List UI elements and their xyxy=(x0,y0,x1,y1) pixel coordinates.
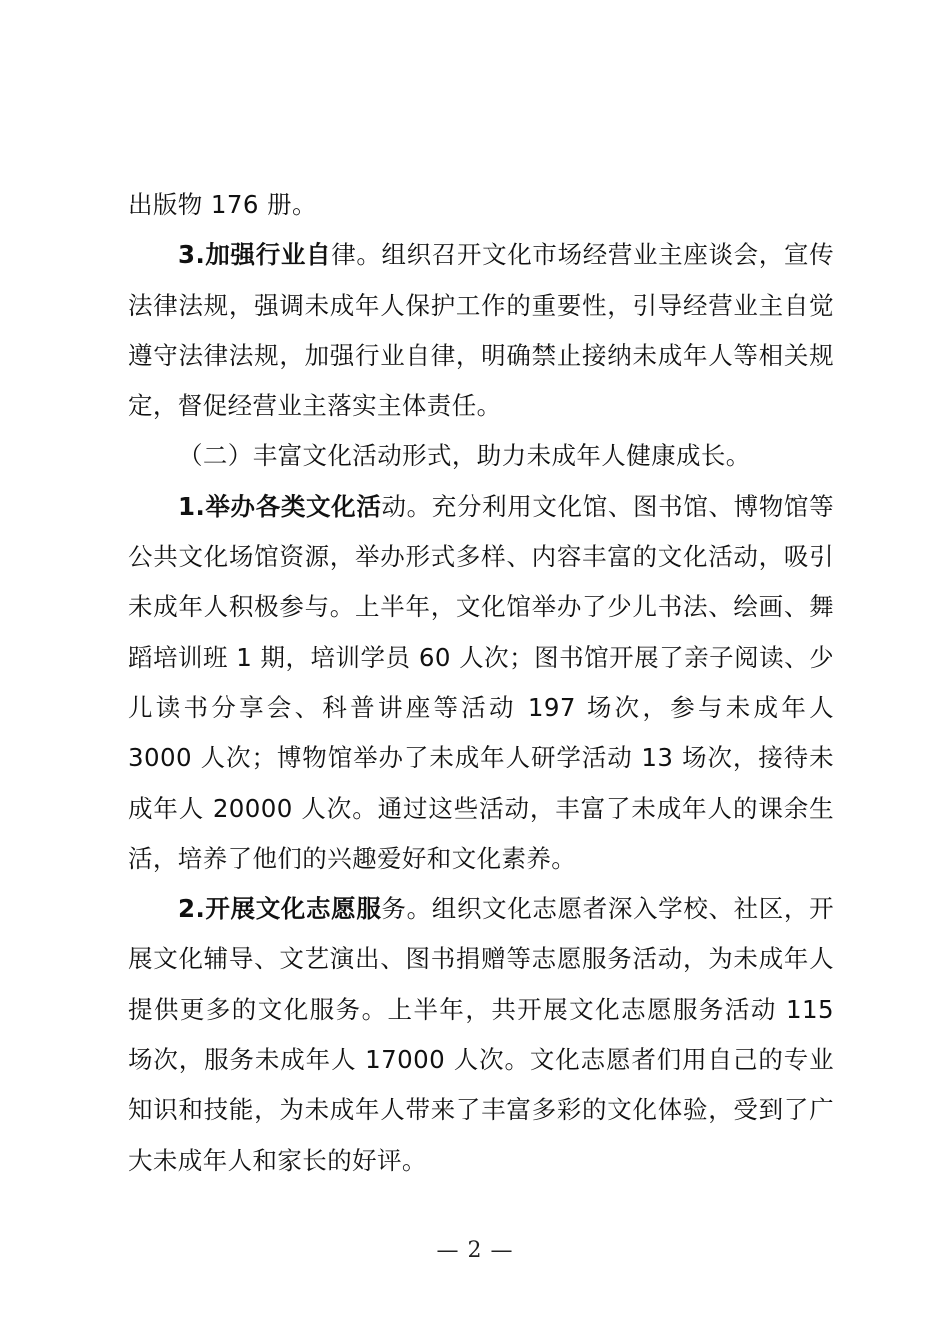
section-heading-cultural-activities xyxy=(128,431,834,481)
paragraph-cultural-activities xyxy=(128,482,834,884)
document-body xyxy=(128,180,834,1186)
paragraph-continuation xyxy=(128,180,834,230)
section-heading-text: （二）丰富文化活动形式，助力未成年人健康成长。 xyxy=(178,441,751,471)
paragraph-text: 出版物 176 册。 xyxy=(128,190,317,219)
paragraph-industry-self-discipline xyxy=(128,230,834,431)
paragraph-heading: 3.加强行业自 xyxy=(178,240,332,270)
page-number: — 2 — xyxy=(436,1238,514,1263)
paragraph-heading: 1.举办各类文化活 xyxy=(178,491,382,521)
paragraph-volunteer-service xyxy=(128,884,834,1186)
paragraph-text: 律。组织召开文化市场经营业主座谈会，宣传法律法规，强调未成年人保护工作的重要性，引导经营业主自觉遵守法律法规，加强行业自律，明确禁止接纳未成年人等相关规定，督促经营业主落实主体责任。 xyxy=(128,240,835,421)
paragraph-text: 动。充分利用文化馆、图书馆、博物馆等公共文化场馆资源，举办形式多样、内容丰富的文化活动，吸引未成年人积极参与。上半年，文化馆举办了少儿书法、绘画、舞蹈培训班 1 期，培训学员 60 人次；图书馆开展了亲子阅读、少儿读书分享会、科普讲座等活动 197 场次，参与未成年人 3000 人次；博物馆举办了未成年人研学活动 13 场次，接待未成年人 20000 人次。通过这些活动，丰富了未成年人的课余生活，培养了他们的兴趣爱好和文化素养。 xyxy=(128,491,834,873)
paragraph-heading: 2.开展文化志愿服 xyxy=(178,894,382,924)
paragraph-text: 务。组织文化志愿者深入学校、社区，开展文化辅导、文艺演出、图书捐赠等志愿服务活动，为未成年人提供更多的文化服务。上半年，共开展文化志愿服务活动 115 场次，服务未成年人 17000 人次。文化志愿者们用自己的专业知识和技能，为未成年人带来了丰富多彩的文化体验，受到了广大未成年人和家长的好评。 xyxy=(128,894,834,1175)
